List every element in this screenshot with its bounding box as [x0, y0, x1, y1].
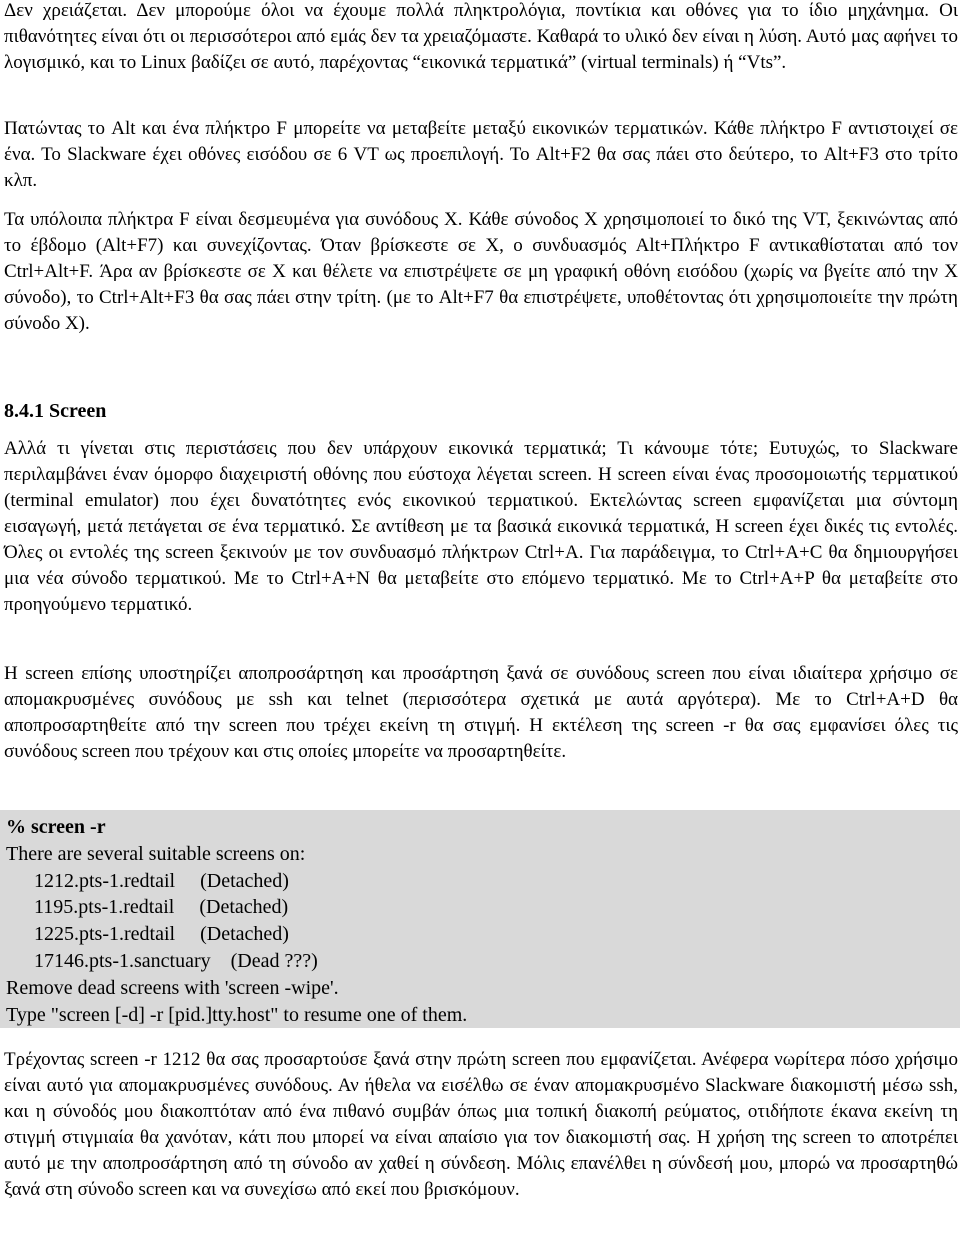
paragraph-virtual-terminals-intro: Δεν χρειάζεται. Δεν μπορούμε όλοι να έχουμε πολλά πληκτρολόγια, ποντίκια και οθόνες για το ίδιο μηχάνημα. Οι πιθανότητες είναι ότι οι περισσότεροι από εμάς δεν τα χρειαζόμαστε. Καθαρά το υλικό δεν είναι η λύση. Αυτό μας αφήνει το λογισμικό, και το Linux βαδίζει σε αυτό, παρέχοντας “εικονικά τερματικά” (virtual terminals) ή “Vts”.	[4, 0, 958, 73]
paragraph-x-sessions: Τα υπόλοιπα πλήκτρα F είναι δεσμευμένα για συνόδους X. Κάθε σύνοδος X χρησιμοποιεί το δικό της VT, ξεκινώντας από το έβδομο (Alt+F7) και συνεχίζοντας. Όταν βρίσκεστε σε X, ο συνδυασμός Alt+Πλήκτρο F αντικαθίσταται από τον Ctrl+Alt+F. Άρα αν βρίσκεστε σε X και θέλετε να επιστρέψετε σε μη γραφική οθόνη εισόδου (χωρίς να βγείτε από την X σύνοδο), το Ctrl+Alt+F3 θα σας πάει στην τρίτη. (με το Alt+F7 θα επιστρέψετε, υποθέτοντας ότι χρησιμοποιείτε την πρώτη σύνοδο X).	[4, 209, 958, 334]
code-line: Type "screen [-d] -r [pid.]tty.host" to resume one of them.	[6, 1003, 468, 1026]
paragraph-screen-intro: Αλλά τι γίνεται στις περιστάσεις που δεν υπάρχουν εικονικά τερματικά; Τι κάνουμε τότε; Ευτυχώς, το Slackware περιλαμβάνει έναν όμορφο διαχειριστή οθόνης που εύστοχα λέγεται screen. Η screen είναι ένας προσομοιωτής τερματικού (terminal emulator) που έχει δυνατότητες ενός εικονικού τερματικού. Εκτελώντας screen εμφανίζεται μια σύντομη εισαγωγή, μετά πετάγεται σε ένα τερματικό. Σε αντίθεση με τα βασικά εικονικά τερματικά, Η screen έχει δικές τις εντολές. Όλες οι εντολές της screen ξεκινούν με τον συνδυασμό πλήκτρων Ctrl+A. Για παράδειγμα, το Ctrl+A+C θα δημιουργήσει μια νέα σύνοδο τερματικού. Με το Ctrl+A+N θα μεταβείτε στο επόμενο τερματικό. Με το Ctrl+A+P θα μεταβείτε στο προηγούμενο τερματικό.	[4, 438, 958, 615]
terminal-output-block	[0, 810, 960, 1028]
code-line: 1225.pts-1.redtail (Detached)	[34, 923, 289, 946]
code-line: 1212.pts-1.redtail (Detached)	[34, 869, 289, 892]
code-command-line: % screen -r	[6, 816, 106, 838]
paragraph-alt-f-keys: Πατώντας το Alt και ένα πλήκτρο F μπορείτε να μεταβείτε μεταξύ εικονικών τερματικών. Κάθε πλήκτρο F αντιστοιχεί σε ένα. Το Slackware έχει οθόνες εισόδου σε 6 VT ως προεπιλογή. Το Alt+F2 θα σας πάει στο δεύτερο, το Alt+F3 στο τρίτο κλπ.	[4, 118, 958, 191]
paragraph-screen-detach: Η screen επίσης υποστηρίζει αποπροσάρτηση και προσάρτηση ξανά σε συνόδους screen που είναι ιδιαίτερα χρήσιμο σε απομακρυσμένες συνόδους με ssh και telnet (περισσότερα σχετικά με αυτά αργότερα). Με το Ctrl+A+D θα αποπροσαρτηθείτε από την screen που τρέχει εκείνη τη στιγμή. Η εκτέλεση της screen -r θα σας εμφανίσει όλες τις συνόδους screen που τρέχουν και στις οποίες μπορείτε να προσαρτηθείτε.	[4, 663, 958, 762]
code-line: 1195.pts-1.redtail (Detached)	[34, 896, 289, 919]
paragraph-screen-reattach: Τρέχοντας screen -r 1212 θα σας προσαρτούσε ξανά στην πρώτη screen που εμφανίζεται. Ανέφερα νωρίτερα πόσο χρήσιμο είναι αυτό για απομακρυσμένες συνόδους. Αν ήθελα να εισέλθω σε έναν απομακρυσμένο Slackware διακομιστή μέσω ssh, και η σύνοδός μου διακοπτόταν από ένα πιθανό συμβάν όπως μια τοπική διακοπή ρεύματος, οτιδήποτε έκανα εκείνη τη στιγμή στιγμιαία θα χανόταν, κάτι που μπορεί να είναι απαίσιο για τον διακομιστή σας. Η χρήση της screen το αποτρέπει αυτό με την αποπροσάρτηση από τη σύνοδο αν χαθεί η σύνδεση. Μόλις επανέλθει η σύνδεσή μου, μπορώ να προσαρτηθώ ξανά στη σύνοδο screen και να συνεχίσω από εκεί που βρισκόμουν.	[4, 1049, 958, 1200]
code-line: Remove dead screens with 'screen -wipe'.	[6, 976, 339, 999]
section-heading-screen: 8.4.1 Screen	[4, 400, 107, 422]
code-line: 17146.pts-1.sanctuary (Dead ???)	[34, 949, 318, 972]
code-line: There are several suitable screens on:	[6, 842, 306, 865]
